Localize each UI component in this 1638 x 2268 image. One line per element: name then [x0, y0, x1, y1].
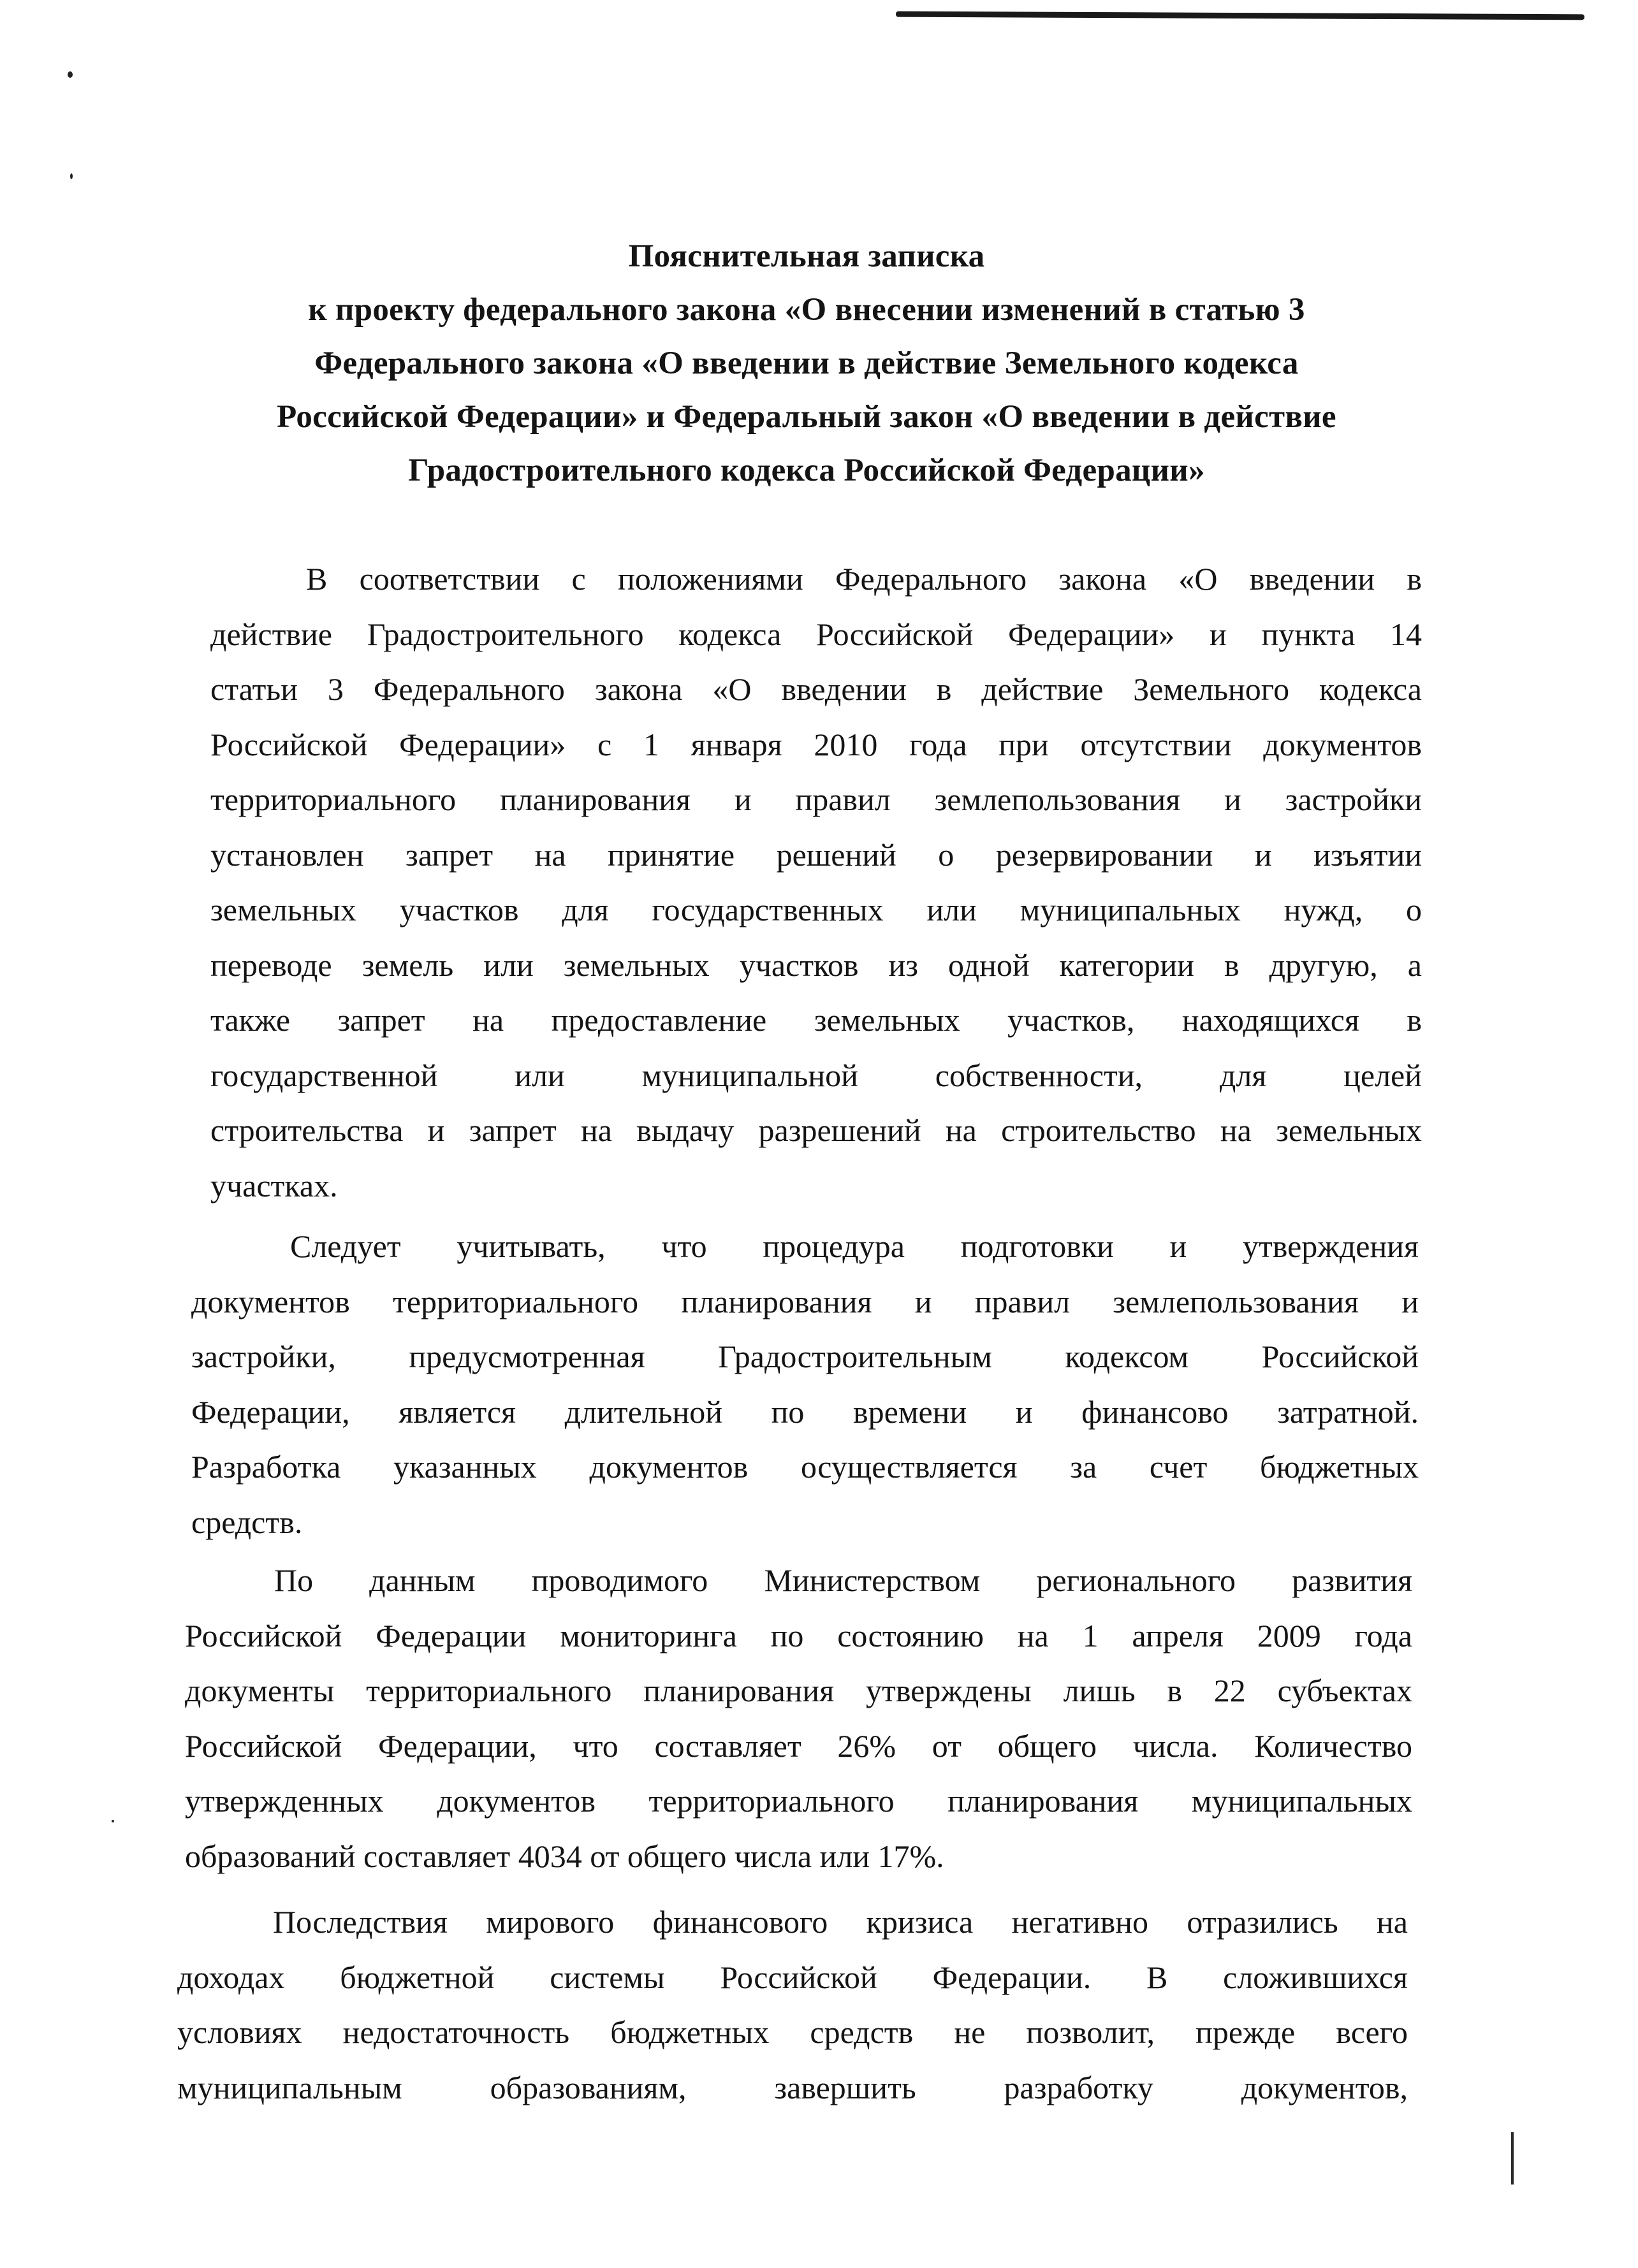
text-line: Российской Федерации» с 1 января 2010 года при отсутствии документов: [210, 726, 1422, 762]
text-line: документов территориального планирования и правил землепользования и: [191, 1283, 1419, 1319]
text-line: установлен запрет на принятие решений о резервировании и изъятии: [210, 836, 1422, 873]
text-line: государственной или муниципальной собственности, для целей: [210, 1057, 1422, 1093]
text-line: застройки, предусмотренная Градостроительным кодексом Российской: [191, 1339, 1419, 1374]
text-line: Последствия мирового финансового кризиса негативно отразились на: [273, 1904, 1408, 1940]
text-line: Российской Федерации, что составляет 26% от общего числа. Количество: [185, 1727, 1412, 1764]
text-line: доходах бюджетной системы Российской Федерации. В сложившихся: [177, 1959, 1408, 1995]
text-line: статьи 3 Федерального закона «О введении в действие Земельного кодекса: [210, 671, 1422, 707]
text-line: действие Градостроительного кодекса Российской Федерации» и пункта 14: [210, 616, 1422, 652]
scan-speck: [112, 1820, 114, 1822]
document-title: [128, 229, 1486, 497]
paragraph-2: [191, 1219, 1419, 1550]
title-line: Федерального закона «О введении в действие Земельного кодекса: [314, 345, 1299, 381]
text-line: земельных участков для государственных или муниципальных нужд, о: [210, 892, 1422, 927]
text-line: участках.: [210, 1167, 338, 1203]
text-line: переводе земель или земельных участков из одной категории в другую, а: [210, 947, 1422, 983]
title-line: Российской Федерации» и Федеральный закон «О введении в действие: [277, 399, 1336, 435]
text-line: По данным проводимого Министерством регионального развития: [274, 1562, 1412, 1598]
paragraph-4: [177, 1894, 1408, 2115]
scan-speck: [68, 71, 73, 78]
text-line: также запрет на предоставление земельных участков, находящихся в: [210, 1002, 1422, 1038]
scan-speck: [70, 173, 73, 179]
paragraph-1: [210, 551, 1422, 1213]
text-line: Российской Федерации мониторинга по состоянию на 1 апреля 2009 года: [185, 1617, 1412, 1654]
text-line: средств.: [191, 1504, 303, 1540]
scan-edge-mark: [1511, 2132, 1514, 2184]
title-line: Градостроительного кодекса Российской Федерации»: [408, 453, 1205, 488]
text-line: условиях недостаточность бюджетных средств не позволит, прежде всего: [177, 2014, 1408, 2050]
text-line: утвержденных документов территориального планирования муниципальных: [185, 1783, 1412, 1819]
title-line: к проекту федерального закона «О внесении изменений в статью 3: [308, 292, 1305, 328]
text-line: муниципальным образованиям, завершить разработку документов,: [177, 2069, 1408, 2105]
text-line: строительства и запрет на выдачу разрешений на строительство на земельных: [210, 1112, 1422, 1148]
paragraph-3: [185, 1553, 1412, 1884]
text-line: территориального планирования и правил землепользования и застройки: [210, 781, 1422, 817]
text-line: документы территориального планирования утверждены лишь в 22 субъектах: [185, 1673, 1412, 1708]
text-line: Разработка указанных документов осуществляется за счет бюджетных: [191, 1449, 1419, 1485]
text-line: В соответствии с положениями Федерального закона «О введении в: [306, 561, 1422, 597]
scan-top-border-line: [896, 11, 1584, 20]
text-line: образований составляет 4034 от общего числа или 17%.: [185, 1838, 944, 1874]
text-line: Федерации, является длительной по времени и финансово затратной.: [191, 1393, 1419, 1430]
title-line: Пояснительная записка: [628, 238, 985, 274]
text-line: Следует учитывать, что процедура подготовки и утверждения: [290, 1228, 1419, 1264]
